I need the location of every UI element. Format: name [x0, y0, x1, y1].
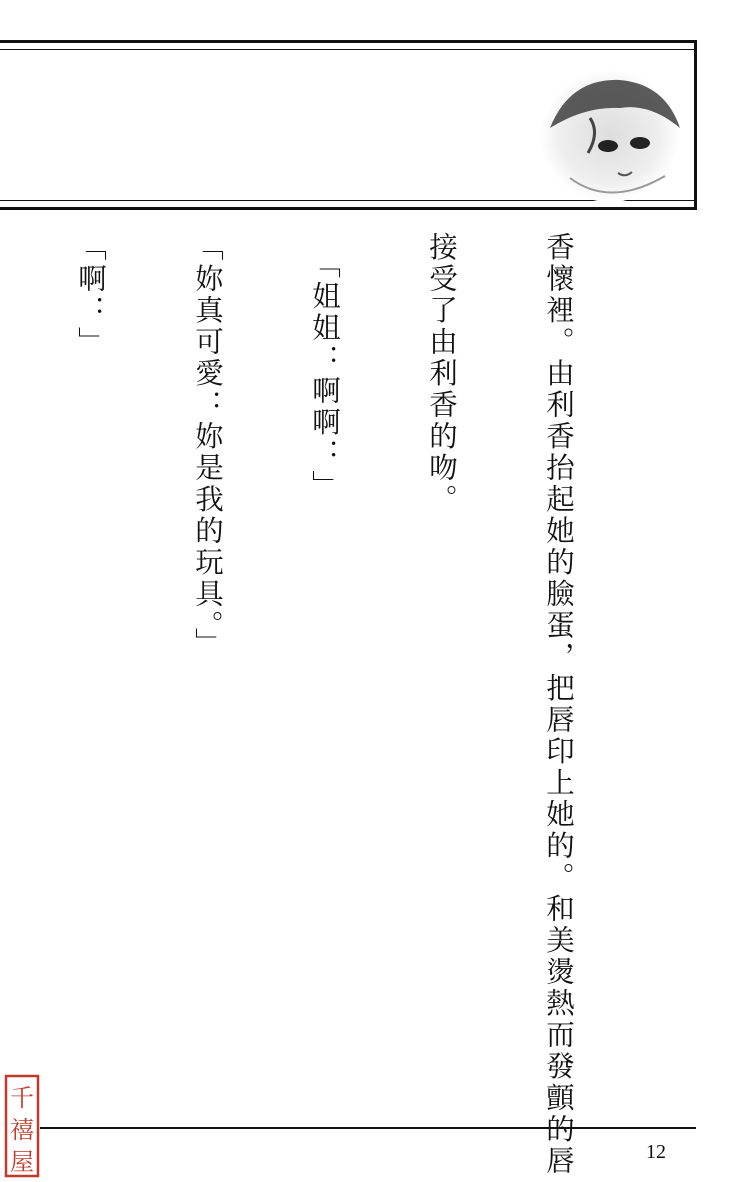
text-column: 「妳真可愛：妳是我的玩具。」	[191, 232, 224, 659]
footer-rule	[40, 1127, 696, 1129]
text-column: 「姐姐：啊啊：」	[308, 232, 341, 502]
character-portrait-illustration	[530, 58, 690, 208]
svg-text:禧: 禧	[10, 1116, 34, 1144]
text-column: 「啊：」	[74, 232, 107, 358]
publisher-seal-stamp	[4, 1074, 40, 1178]
svg-text:屋: 屋	[10, 1148, 34, 1176]
text-column: 接受了由利香的吻。	[425, 232, 458, 516]
text-column: 香懷裡。由利香抬起她的臉蛋，把唇印上她的。和美燙熱而發顫的唇	[542, 232, 575, 1177]
svg-text:千: 千	[10, 1084, 34, 1112]
page-number: 12	[646, 1141, 666, 1163]
header-inner-rule-top	[0, 49, 694, 50]
